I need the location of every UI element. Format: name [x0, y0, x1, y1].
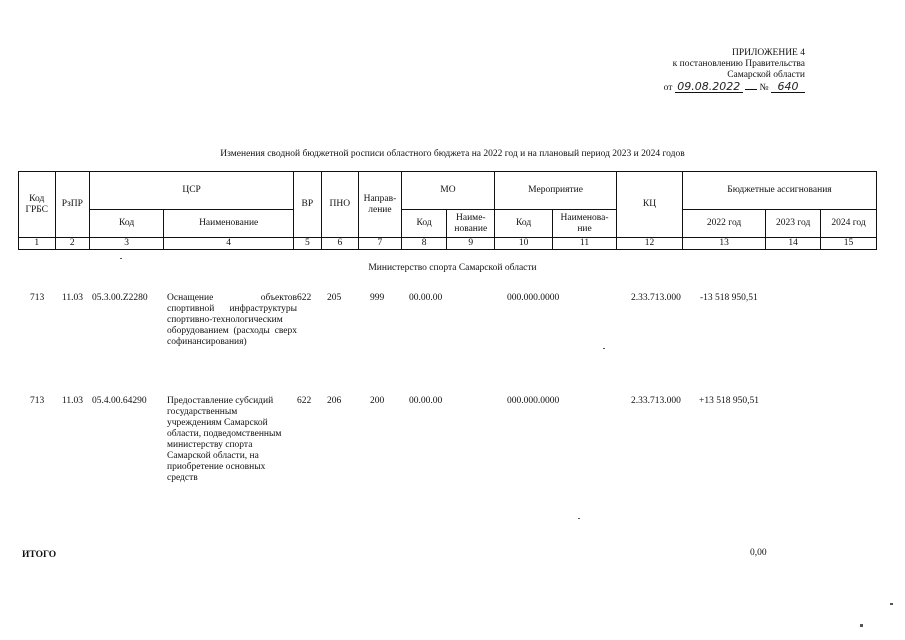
cell-mo: 00.00.00 — [409, 396, 443, 406]
colnum: 14 — [766, 238, 821, 250]
scan-speck — [890, 603, 893, 605]
appendix-block — [585, 48, 805, 94]
colnum: 3 — [90, 238, 164, 250]
cell-pno: 205 — [327, 293, 342, 303]
header-csr: ЦСР — [90, 172, 294, 210]
colnum: 12 — [616, 238, 682, 250]
header-meropr: Мероприятие — [495, 172, 617, 210]
header-meropr-name: Наименова-ние — [553, 210, 617, 238]
colnum: 6 — [321, 238, 359, 250]
colnum: 10 — [495, 238, 553, 250]
cell-napr: 999 — [370, 293, 385, 303]
cell-kc: 2.33.713.000 — [631, 293, 681, 303]
header-napr: Направ-ление — [359, 172, 402, 238]
date-prefix: от — [663, 83, 673, 93]
budget-header-table — [18, 171, 877, 250]
cell-pno: 206 — [327, 396, 342, 406]
scan-speck — [860, 624, 863, 627]
colnum: 9 — [447, 238, 495, 250]
scan-speck — [578, 518, 580, 519]
cell-vr: 622 — [297, 293, 312, 303]
header-rzpr: РзПР — [55, 172, 90, 238]
document-title: Изменения сводной бюджетной росписи областного бюджета на 2022 год и на плановый период 2023 и 2024 годов — [220, 149, 685, 159]
header-csr-kod: Код — [90, 210, 164, 238]
colnum: 5 — [294, 238, 321, 250]
cell-grbs: 713 — [30, 293, 45, 303]
header-mo-kod: Код — [401, 210, 447, 238]
appendix-line2: к постановлению Правительства — [672, 59, 805, 69]
cell-csr-code: 05.3.00.Z2280 — [92, 293, 148, 303]
header-budget: Бюджетные ассигнования — [682, 172, 876, 210]
cell-2022: +13 518 950,51 — [699, 396, 759, 406]
total-label: ИТОГО — [22, 550, 57, 560]
colnum: 15 — [821, 238, 877, 250]
scan-speck — [120, 258, 122, 259]
appendix-line3: Самарской области — [727, 70, 805, 80]
header-vr: ВР — [294, 172, 321, 238]
cell-kc: 2.33.713.000 — [631, 396, 681, 406]
colnum: 7 — [359, 238, 402, 250]
date-value: 09.08.2022 — [675, 81, 743, 93]
total-value: 0,00 — [750, 548, 767, 558]
cell-vr: 622 — [297, 396, 312, 406]
num-prefix: № — [759, 83, 769, 93]
cell-2022: -13 518 950,51 — [700, 293, 758, 303]
header-2022: 2022 год — [682, 210, 765, 238]
cell-napr: 200 — [370, 396, 385, 406]
scan-speck — [603, 348, 605, 349]
cell-rzpr: 11.03 — [62, 396, 84, 406]
header-meropr-kod: Код — [495, 210, 553, 238]
cell-rzpr: 11.03 — [62, 293, 84, 303]
appendix-title: ПРИЛОЖЕНИЕ 4 — [731, 48, 805, 58]
colnum: 13 — [682, 238, 765, 250]
header-kc: КЦ — [616, 172, 682, 238]
header-csr-name: Наименование — [164, 210, 294, 238]
num-value: 640 — [771, 81, 805, 93]
cell-mo: 00.00.00 — [409, 293, 443, 303]
header-pno: ПНО — [321, 172, 359, 238]
header-kod-grbs: Код ГРБС — [19, 172, 56, 238]
cell-grbs: 713 — [30, 396, 45, 406]
header-mo: МО — [401, 172, 494, 210]
colnum: 8 — [401, 238, 447, 250]
column-numbers-row — [19, 238, 877, 250]
appendix-date-line — [585, 81, 805, 94]
header-2024: 2024 год — [821, 210, 877, 238]
cell-csr-name: Оснащение объектов спортивной инфраструктуры спортивно-технологическим оборудованием (расходы сверх софинансирования) — [167, 293, 297, 347]
ministry-heading: Министерство спорта Самарской области — [368, 263, 537, 273]
cell-meropr: 000.000.0000 — [507, 293, 560, 303]
colnum: 2 — [55, 238, 90, 250]
colnum: 11 — [553, 238, 617, 250]
cell-csr-name: Предоставление субсидий государственным учреждениям Самарской области, подведомственным министерству спорта Самарской области, на приобретение основных средств — [167, 396, 282, 483]
colnum: 4 — [164, 238, 294, 250]
cell-meropr: 000.000.0000 — [507, 396, 560, 406]
colnum: 1 — [19, 238, 56, 250]
header-mo-name: Наиме-нование — [447, 210, 495, 238]
cell-csr-code: 05.4.00.64290 — [92, 396, 147, 406]
header-2023: 2023 год — [766, 210, 821, 238]
